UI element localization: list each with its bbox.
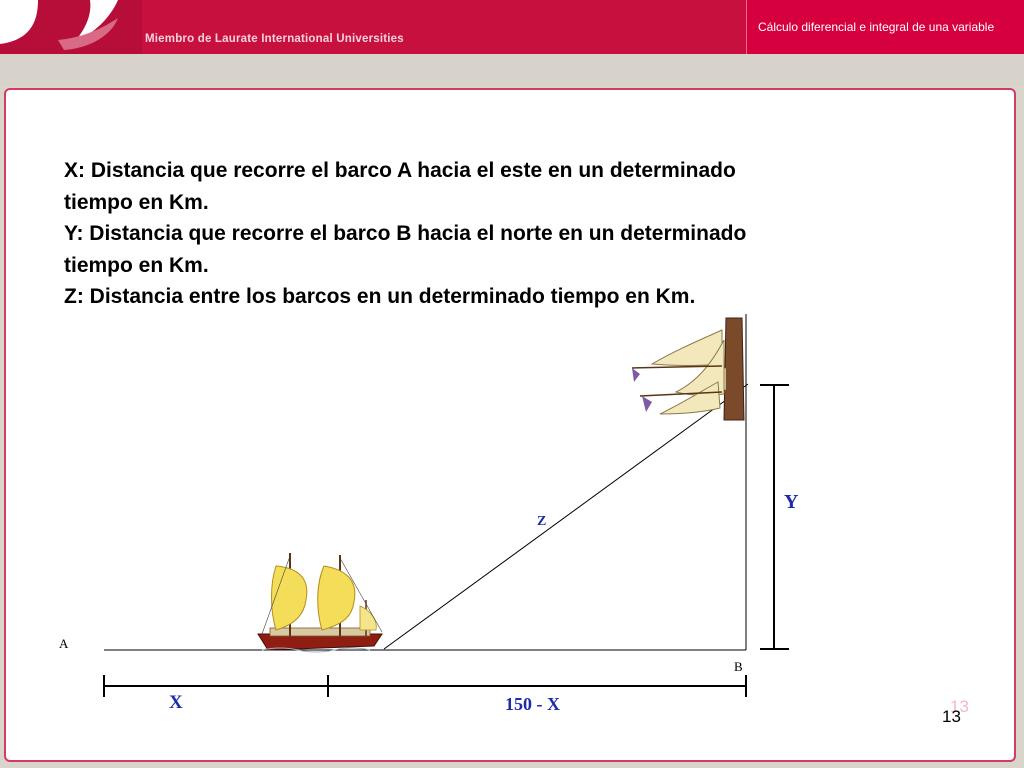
course-title: Cálculo diferencial e integral de una variable xyxy=(758,20,995,34)
definition-z: Z: Distancia entre los barcos en un determinado tiempo en Km. xyxy=(64,285,696,308)
x-label: X xyxy=(169,692,183,713)
y-label: Y xyxy=(784,491,799,513)
definition-y: Y: Distancia que recorre el barco B hacia el norte en un determinado tiempo en Km. xyxy=(64,222,747,277)
point-b-label: B xyxy=(734,659,743,674)
remaining-distance-label: 150 - X xyxy=(505,694,560,714)
ship-icon xyxy=(632,318,744,420)
z-label: Z xyxy=(537,514,547,529)
definition-x: X: Distancia que recorre el barco A hacia el este en un determinado tiempo en Km. xyxy=(64,159,736,214)
point-a-label: A xyxy=(59,636,69,651)
ship-icon xyxy=(258,553,382,652)
page-number: 13 xyxy=(942,707,961,726)
tagline: Miembro de Laurate International Universities xyxy=(145,33,404,45)
page-number-shadow: 13 xyxy=(950,697,969,716)
distance-line-z xyxy=(384,384,748,649)
